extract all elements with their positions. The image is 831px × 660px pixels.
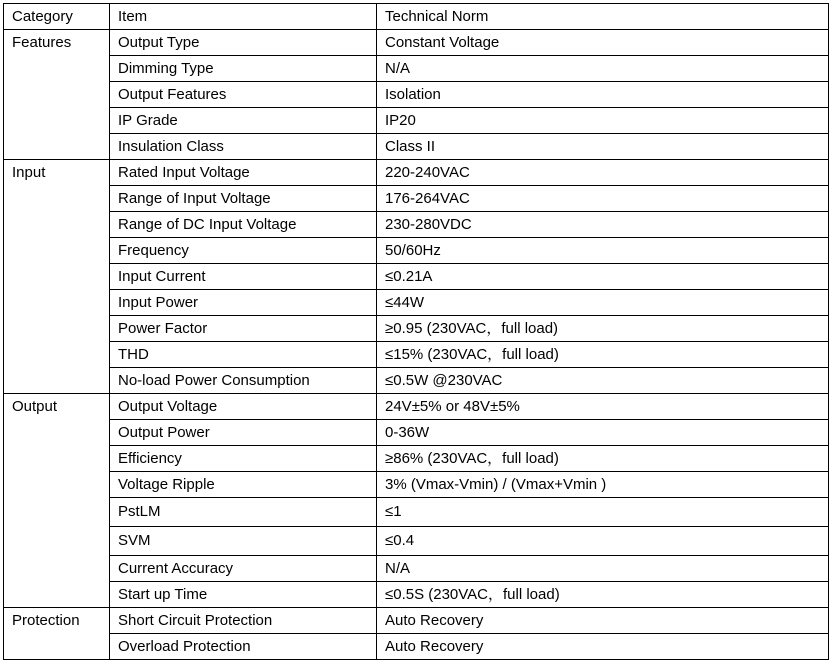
table-row (4, 394, 829, 420)
table-row (4, 290, 829, 316)
norm-cell: 50/60Hz (377, 238, 829, 264)
table-row (4, 108, 829, 134)
table-row (4, 527, 829, 556)
table-row (4, 472, 829, 498)
table-row (4, 186, 829, 212)
table-row (4, 498, 829, 527)
table-row (4, 160, 829, 186)
norm-cell: ≤1 (377, 498, 829, 527)
norm-cell: ≥86% (230VAC，full load) (377, 446, 829, 472)
table-row (4, 56, 829, 82)
norm-cell: 230-280VDC (377, 212, 829, 238)
item-cell: IP Grade (110, 108, 377, 134)
table-row (4, 238, 829, 264)
item-cell: Range of DC Input Voltage (110, 212, 377, 238)
norm-cell: 220-240VAC (377, 160, 829, 186)
norm-cell: 3% (Vmax-Vmin) / (Vmax+Vmin ) (377, 472, 829, 498)
item-cell: Overload Protection (110, 634, 377, 660)
norm-cell: Auto Recovery (377, 608, 829, 634)
item-cell: PstLM (110, 498, 377, 527)
norm-cell: Auto Recovery (377, 634, 829, 660)
table-row (4, 368, 829, 394)
item-cell: Voltage Ripple (110, 472, 377, 498)
norm-cell: Constant Voltage (377, 30, 829, 56)
norm-cell: IP20 (377, 108, 829, 134)
norm-cell: ≤0.5S (230VAC，full load) (377, 582, 829, 608)
item-cell: Range of Input Voltage (110, 186, 377, 212)
item-cell: Input Power (110, 290, 377, 316)
norm-cell: ≥0.95 (230VAC，full load) (377, 316, 829, 342)
norm-cell: ≤15% (230VAC，full load) (377, 342, 829, 368)
item-cell: Frequency (110, 238, 377, 264)
item-cell: THD (110, 342, 377, 368)
header-category: Category (4, 4, 110, 30)
table-row (4, 582, 829, 608)
item-cell: Start up Time (110, 582, 377, 608)
table-row (4, 420, 829, 446)
item-cell: Output Power (110, 420, 377, 446)
table-row (4, 212, 829, 238)
table-row (4, 634, 829, 660)
header-item: Item (110, 4, 377, 30)
item-cell: SVM (110, 527, 377, 556)
item-cell: Output Features (110, 82, 377, 108)
category-cell: Protection (4, 608, 110, 660)
norm-cell: N/A (377, 56, 829, 82)
norm-cell: Isolation (377, 82, 829, 108)
header-technical-norm: Technical Norm (377, 4, 829, 30)
norm-cell: N/A (377, 556, 829, 582)
item-cell: Current Accuracy (110, 556, 377, 582)
specification-table-body (4, 4, 829, 660)
table-row (4, 342, 829, 368)
category-cell: Features (4, 30, 110, 160)
table-row (4, 608, 829, 634)
table-row (4, 446, 829, 472)
norm-cell: Class II (377, 134, 829, 160)
item-cell: Output Type (110, 30, 377, 56)
table-row (4, 30, 829, 56)
norm-cell: ≤44W (377, 290, 829, 316)
item-cell: Output Voltage (110, 394, 377, 420)
norm-cell: 0-36W (377, 420, 829, 446)
item-cell: No-load Power Consumption (110, 368, 377, 394)
item-cell: Insulation Class (110, 134, 377, 160)
item-cell: Short Circuit Protection (110, 608, 377, 634)
table-row (4, 316, 829, 342)
specification-table (3, 3, 829, 660)
norm-cell: ≤0.21A (377, 264, 829, 290)
table-row (4, 82, 829, 108)
item-cell: Power Factor (110, 316, 377, 342)
table-row (4, 134, 829, 160)
item-cell: Rated Input Voltage (110, 160, 377, 186)
category-cell: Output (4, 394, 110, 608)
norm-cell: ≤0.4 (377, 527, 829, 556)
table-row (4, 264, 829, 290)
norm-cell: 24V±5% or 48V±5% (377, 394, 829, 420)
table-row (4, 556, 829, 582)
table-header-row (4, 4, 829, 30)
item-cell: Dimming Type (110, 56, 377, 82)
item-cell: Efficiency (110, 446, 377, 472)
item-cell: Input Current (110, 264, 377, 290)
category-cell: Input (4, 160, 110, 394)
norm-cell: 176-264VAC (377, 186, 829, 212)
norm-cell: ≤0.5W @230VAC (377, 368, 829, 394)
